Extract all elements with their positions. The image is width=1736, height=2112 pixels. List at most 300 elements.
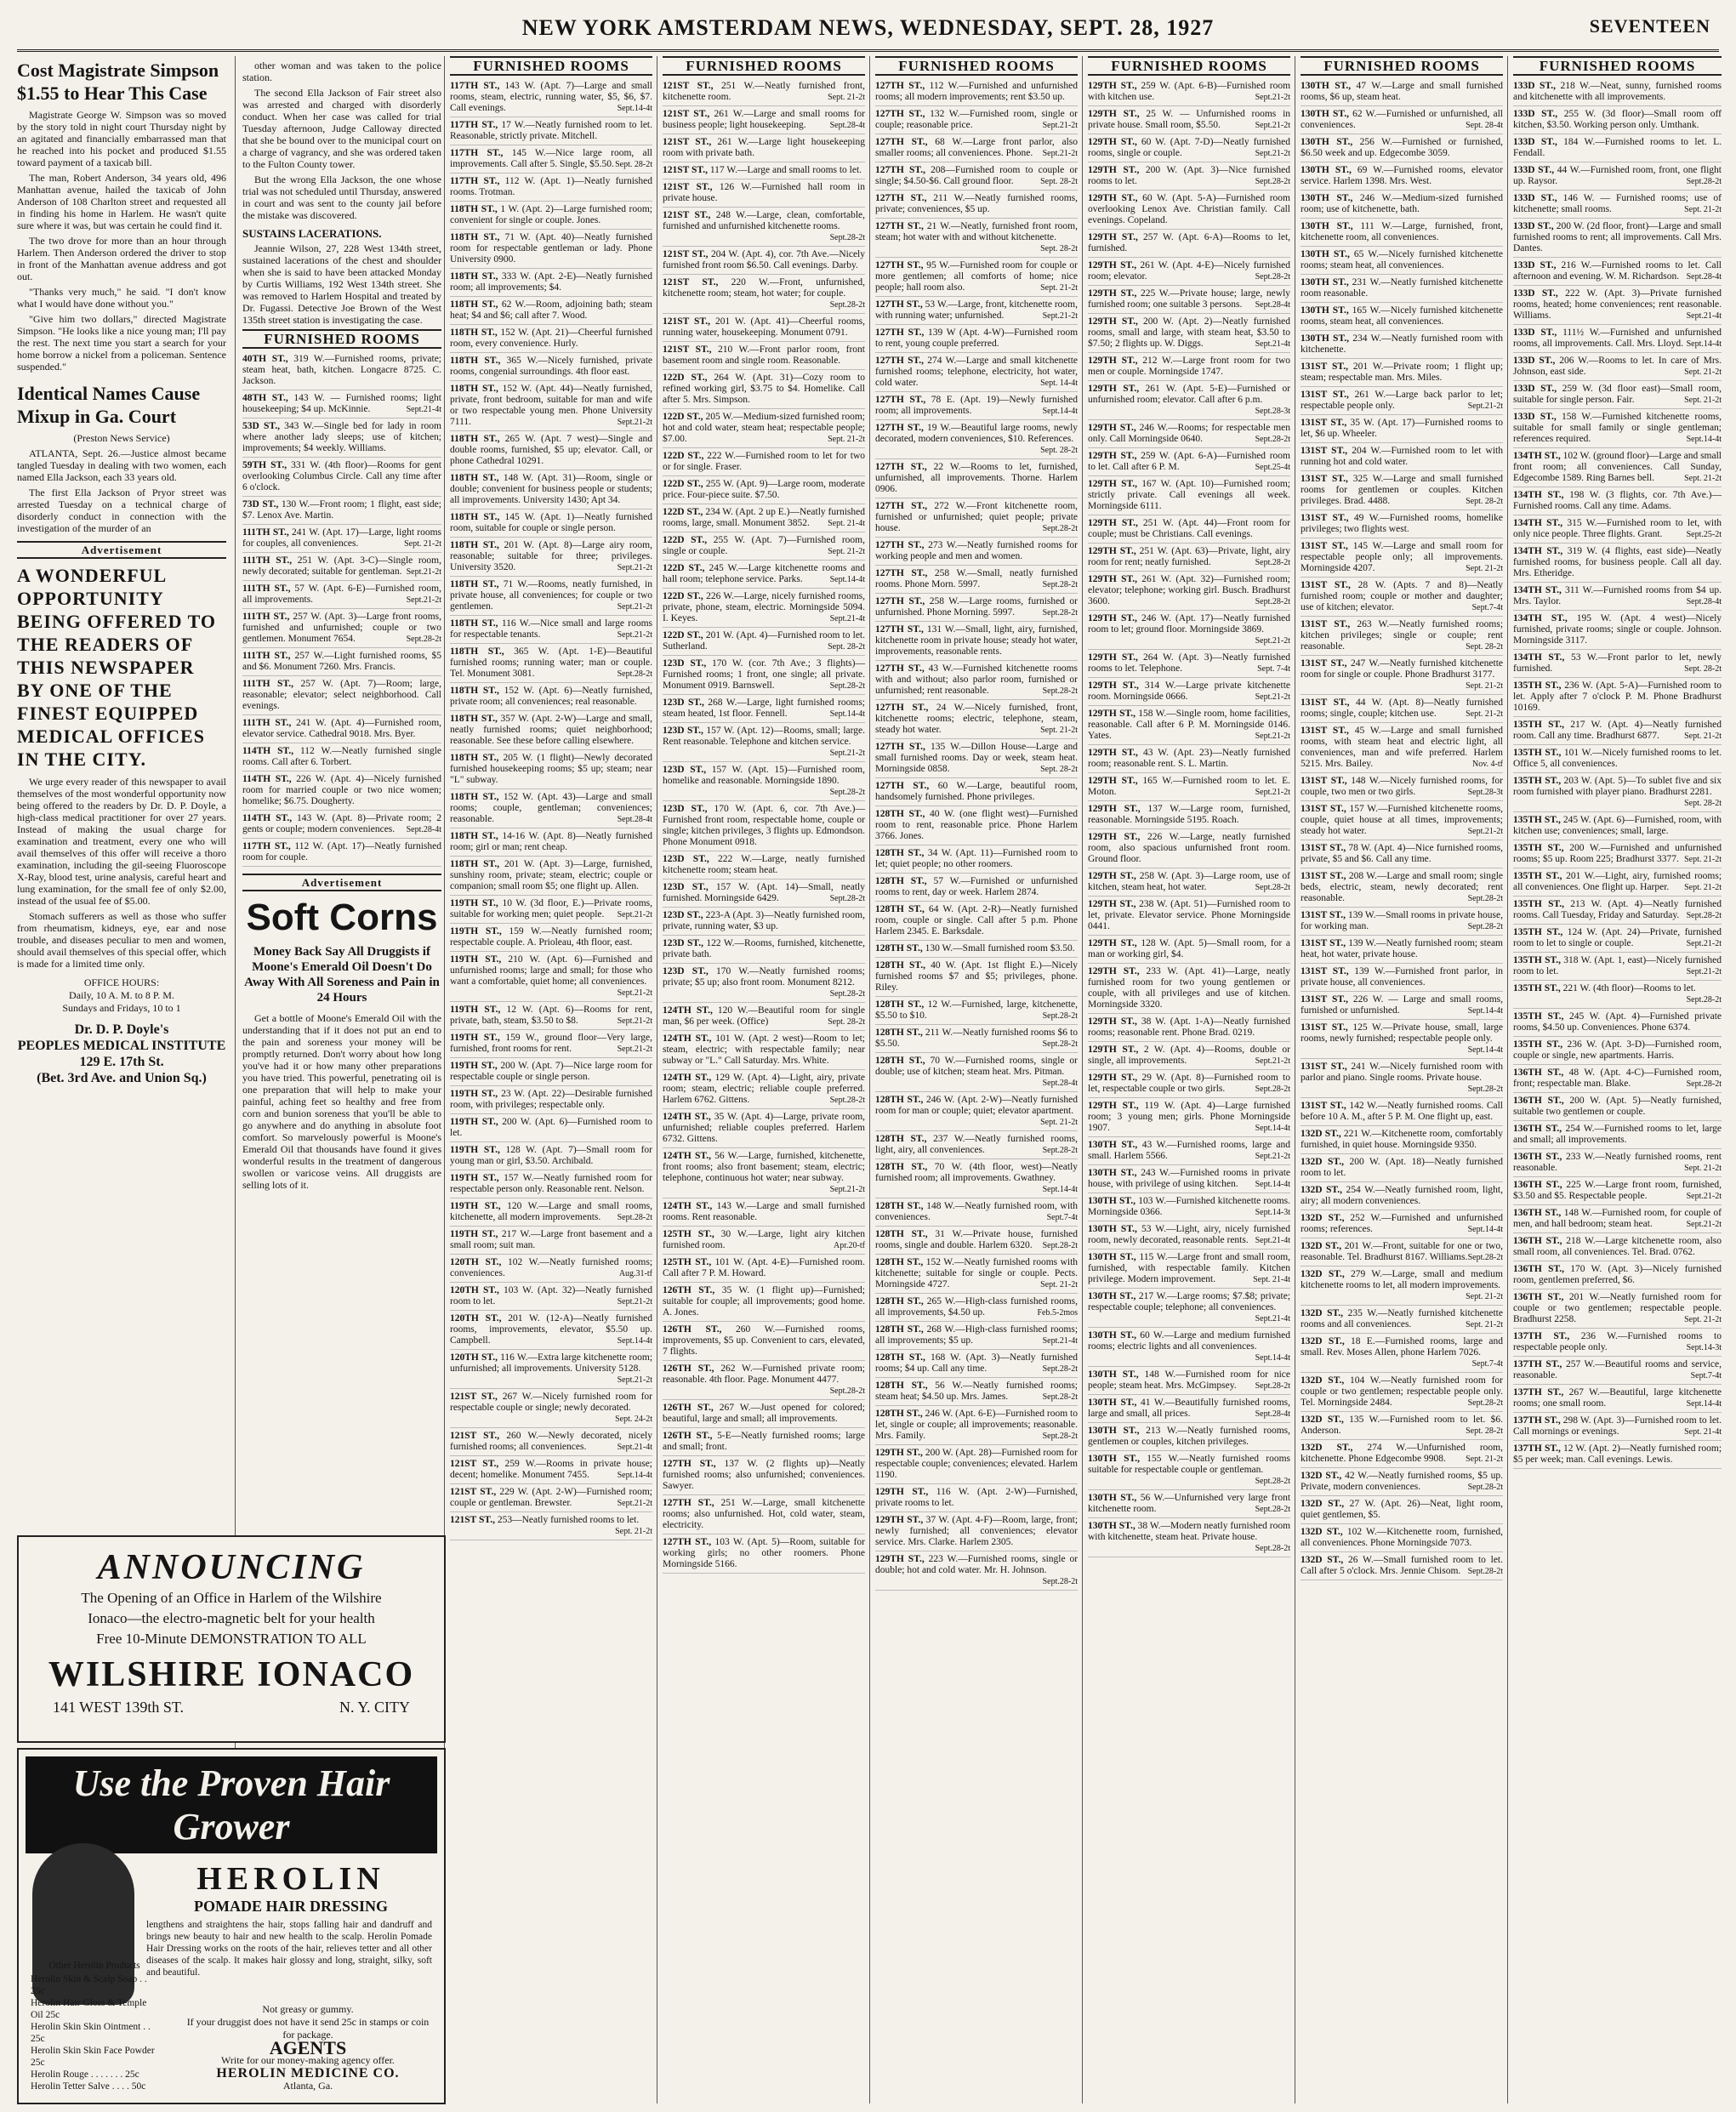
classified-ad <box>450 1285 652 1311</box>
ad-street: 118TH ST., <box>450 473 499 483</box>
classified-ad <box>875 742 1078 778</box>
ad-text: 226 W. — Large and small rooms, furnished or unfurnished. <box>1301 994 1504 1016</box>
ad-street: 131ST ST., <box>1301 390 1349 400</box>
classified-ad <box>1513 490 1722 515</box>
ad-text: 204 W. (Apt. 4), cor. 7th Ave.—Nicely furnished front room $6.50. Call evenings. Darby. <box>663 249 865 270</box>
ad-date: Sept. 24-2t <box>615 1415 652 1424</box>
ad-street: 135TH ST., <box>1513 748 1562 758</box>
ad-street: 132D ST., <box>1301 1527 1343 1537</box>
ad-street: 127TH ST., <box>875 540 925 550</box>
ad-text: 257 W.—Beautiful rooms and service, reasonable. <box>1513 1359 1722 1380</box>
ad-street: 124TH ST., <box>663 1005 713 1016</box>
classified-ad <box>663 277 865 314</box>
ad-text: 146 W. — Furnished rooms; use of kitchenette; small rooms. <box>1513 193 1722 214</box>
ad-date: Sept. 21-2t <box>615 1527 652 1536</box>
ad-text: 170 W. (Apt. 6, cor. 7th Ave.)—Furnished front room, respectable home, couple or single; kitchen privileges, 3 flights up. Edmondson. Phone Monument 0918. <box>663 804 865 847</box>
ad-text: 246 W. (Apt. 6-E)—Furnished room to let, single or couple; all improvements; reasonable. Mrs. Family. <box>875 1409 1078 1441</box>
ad-date: Sept.28-2t <box>1255 558 1290 567</box>
ad-date: Sept. 21-2t <box>1684 855 1722 864</box>
classified-ad <box>1301 910 1503 936</box>
classified-ad <box>663 1005 865 1031</box>
ad-date: Sept.21-2t <box>617 1499 652 1508</box>
classified-ad <box>875 1056 1078 1092</box>
classified-ad <box>1088 1426 1290 1451</box>
ad-street: 128TH ST., <box>875 876 927 886</box>
ad-street: 122D ST., <box>663 507 703 517</box>
classified-list <box>663 81 865 1574</box>
classified-ad <box>1513 652 1722 678</box>
ad-text: 22 W.—Rooms to let, furnished, unfurnished, all improvements. Thorne. Harlem 0906. <box>875 462 1079 494</box>
ad-text: 267 W.—Just opened for colored; beautiful, large and small; all improvements. <box>663 1403 866 1424</box>
ad-street: 121ST ST., <box>663 316 710 327</box>
doyle-office-hours: OFFICE HOURS: Daily, 10 A. M. to 8 P. M. Sundays and Fridays, 10 to 1 <box>62 976 181 1014</box>
classified-ad <box>450 512 652 538</box>
ad-street: 121ST ST., <box>663 344 712 355</box>
product-item: Herolin Skin & Scalp Soap . . 25c <box>31 1974 147 1996</box>
classified-ad <box>663 373 865 409</box>
classified-ad <box>1301 390 1503 415</box>
ad-text: 47 W.—Large and small furnished rooms, $6 up, steam heat. <box>1301 81 1503 102</box>
ad-text: 126 W.—Furnished hall room in private house. <box>663 182 865 203</box>
classified-ad <box>450 384 652 431</box>
ad-text: 259 W. (3d floor east)—Small room, suitable for single person. Fair. <box>1513 384 1722 405</box>
ad-text: 53 W.—Large, front, kitchenette room, with running water; unfurnished. <box>875 299 1079 321</box>
ad-street: 127TH ST., <box>875 423 924 433</box>
ad-street: 118TH ST., <box>450 753 499 763</box>
wilshire-ionaco-ad <box>17 1535 446 1743</box>
classified-ad <box>663 1201 865 1227</box>
classified-ad <box>1301 277 1503 303</box>
classified-ad <box>242 679 441 715</box>
ad-text: 251 W. (Apt. 3-C)—Single room, newly decorated; suitable for gentleman. <box>242 555 441 577</box>
ad-text: 130 W.—Small furnished room $3.50. <box>925 943 1075 954</box>
ad-street: 121ST ST., <box>663 81 714 91</box>
ad-text: 251 W. (Apt. 44)—Front room for couple; must be Christians. Call evenings. <box>1088 518 1291 539</box>
herolin-agents-block: Not greasy or gummy. If your druggist does not have it send 25c in stamps or coin for package. AGENTS Write for our money-making agency offer. HEROLIN MEDICINE CO. Atlanta, Ga. <box>186 2003 430 2092</box>
classified-ad <box>1513 927 1722 953</box>
ad-text: 157 W.—Neatly furnished room for respectable person only. Reasonable rent. Nelson. <box>450 1173 652 1194</box>
ad-text: 143 W. (Apt. 7)—Large and small rooms, steam, electric, running water, $5, $6, $7. Call evenings. <box>450 81 653 113</box>
ad-street: 134TH ST., <box>1513 546 1563 556</box>
ad-street: 129TH ST., <box>1088 1016 1137 1027</box>
ad-street: 136TH ST., <box>1513 1096 1564 1106</box>
classified-ad <box>1088 776 1290 801</box>
classified-ad <box>663 1073 865 1109</box>
ad-street: 132D ST., <box>1301 1157 1344 1167</box>
classified-ad <box>663 479 865 504</box>
classified-ad <box>1513 288 1722 325</box>
classified-ad <box>1088 613 1290 650</box>
ad-text: 264 W. (Apt. 3)—Neatly furnished rooms to let. Telephone. <box>1088 652 1291 674</box>
classified-ad <box>875 663 1078 700</box>
ad-date: Sept.14-4t <box>1686 435 1722 444</box>
ad-street: 125TH ST., <box>663 1229 714 1239</box>
ad-text: 57 W.—Furnished or unfurnished rooms to rent, day or week. Harlem 2874. <box>875 876 1079 897</box>
classified-column <box>1295 56 1508 2103</box>
classified-ad <box>1513 1208 1722 1233</box>
ad-date: Sept.28-2t <box>1255 272 1290 282</box>
soft-corns-subtitle: Money Back Say All Druggists if Moone's Emerald Oil Doesn't Do Away With All Soreness and Pain in 24 Hours <box>244 945 440 1005</box>
classified-ad <box>1301 193 1503 219</box>
ad-text: 139 W.—Small rooms in private house, for working man. <box>1301 910 1503 931</box>
ad-street: 121ST ST., <box>663 249 709 259</box>
ad-text: 145 W.—Nice large room, all improvements. Call after 5. Single, $5.50. <box>450 148 652 169</box>
ad-date: Sept.28-4t <box>406 825 441 834</box>
ad-text: 257 W. (Apt. 7)—Room; large, reasonable; elevator; select neighborhood. Call evenings. <box>242 679 441 711</box>
ad-line: The Opening of an Office in Harlem of the Wilshire <box>81 1590 382 1606</box>
ad-date: Sept.21-2t <box>617 1016 652 1026</box>
ad-date: Sept.28-2t <box>1467 894 1503 903</box>
ad-date: Sept.21-4t <box>1042 1336 1078 1346</box>
classified-ad <box>1301 1269 1503 1306</box>
ad-text: 40 W. (Apt. 1st flight E.)—Nicely furnished rooms $7 and $5; privileges, phone. Riley. <box>875 960 1079 993</box>
classified-ad <box>1088 546 1290 572</box>
ad-text: 12 W.—Furnished, large, kitchenette, $5.50 to $10. <box>875 999 1078 1021</box>
classified-ad <box>875 356 1078 392</box>
classified-ad <box>450 299 652 325</box>
ad-date: Sept.28-3t <box>1467 788 1503 797</box>
section-heading: FURNISHED ROOMS <box>450 56 652 76</box>
ad-street: 130TH ST., <box>1088 1398 1137 1408</box>
masthead <box>17 12 1719 52</box>
article-paragraph: The two drove for more than an hour through Harlem. Then Anderson ordered the driver to stop in front of the Manhattan avenue address and got out. <box>17 235 226 282</box>
ad-street: 118TH ST., <box>450 384 498 394</box>
ad-street: 121ST ST., <box>450 1487 497 1497</box>
ad-text: 254 W.—Neatly furnished room, light, airy; all modern conveniences. <box>1301 1185 1503 1206</box>
ad-text: 159 W., ground floor—Very large, furnished, front rooms for rent. <box>450 1033 653 1054</box>
classified-ad <box>663 1459 865 1495</box>
ad-street: 119TH ST., <box>450 1201 501 1211</box>
ad-street: 136TH ST., <box>1513 1208 1562 1218</box>
ad-date: Sept.28-2t <box>1042 1146 1078 1155</box>
classified-ad <box>1513 585 1722 611</box>
ad-street: 118TH ST., <box>450 831 498 841</box>
ad-street: 126TH ST., <box>663 1363 714 1374</box>
ad-text: 129 W. (Apt. 4)—Light, airy, private room; steam, electric; reliable couple preferred. Harlem 6762. Gittens. <box>663 1073 866 1105</box>
ad-street: 118TH ST., <box>450 579 499 589</box>
ad-text: 1 W. (Apt. 2)—Large furnished room; convenient for single or couple. Jones. <box>450 204 652 225</box>
article-paragraph: Jeannie Wilson, 27, 228 West 134th street, sustained lacerations of the chest and shoulder when she is said to have been attacked Monday by Curtis Williams, 192 West 134th street. She was removed to Harlem Hospital and treated by Dr. Fugassi. Detective Joe Brown of the West 135th street station is investigating the case. <box>242 242 441 326</box>
ad-street: 135TH ST., <box>1513 1039 1563 1050</box>
article-paragraph: "Thanks very much," he said. "I don't know what I would have done without you." <box>17 286 226 310</box>
ad-street: 135TH ST., <box>1513 1011 1564 1022</box>
ad-date: Sept.21-2t <box>617 1297 652 1306</box>
ad-text: 65 W.—Nicely furnished kitchenette rooms; steam heat, all conveniences. <box>1301 249 1503 270</box>
doyle-ad-body: We urge every reader of this newspaper to avail themselves of the most wonderful opportunity now being offered to the readers by Dr. D. P. Doyle, a high-class medical practitioner for over 27 years. Instead of making the usual charge for examination and treatment, every one who will avail themselves of this offer will receive a thoro examination, including the gil-seeing Fluoroscope X-Ray, blood test, urine analysis, careful heart and lung examination, for the small fee of only $2.00, instead of the usual fee of $5.00. <box>17 776 226 907</box>
ad-text: 60 W. (Apt. 7-D)—Neatly furnished rooms, single or couple. <box>1088 137 1291 158</box>
ad-street: 111TH ST., <box>242 527 289 538</box>
ad-text: 217 W.—Large rooms; $7.$8; private; respectable couple; telephone; all conveniences. <box>1088 1291 1291 1312</box>
ad-text: 130 W.—Front room; 1 flight, east side; $7. Lenox Ave. Martin. <box>242 499 441 521</box>
ad-date: Sept.14-4t <box>829 575 865 584</box>
ad-text: 257 W.—Light furnished rooms, $5 and $6. Monument 7260. Mrs. Francis. <box>242 651 441 672</box>
ad-text: 201 W.—Neatly furnished room for couple or two gentlemen; respectable people. Bradhurst 2258. <box>1513 1292 1722 1324</box>
ad-street: 127TH ST., <box>875 81 925 91</box>
classified-ad <box>663 854 865 880</box>
ad-street: 127TH ST., <box>875 356 925 366</box>
ad-date: Sept.7-4t <box>1690 1371 1722 1380</box>
ad-street: 111TH ST., <box>242 718 292 728</box>
ad-text: 258 W.—Small, neatly furnished rooms. Phone Morn. 5997. <box>875 568 1079 589</box>
classified-ad <box>1301 1062 1503 1098</box>
classified-ad <box>1513 546 1722 583</box>
ad-street: 128TH ST., <box>875 1095 924 1105</box>
article-headline: Identical Names Cause <box>17 383 201 404</box>
ad-text: 137 W.—Large room, furnished, reasonable. Morningside 5195. Roach. <box>1088 804 1291 825</box>
ad-text: 116 W.—Nice small and large rooms for respectable tenants. <box>450 618 652 640</box>
ad-text: 12 W. (Apt. 2)—Neatly furnished room; $5 per week; man. Call evenings. Lewis. <box>1513 1443 1722 1465</box>
ad-text: 95 W.—Furnished room for couple or more gentlemen; all comforts of home; nice people; hall room also. <box>875 260 1079 293</box>
classified-ad <box>450 954 652 1002</box>
ad-text: 315 W.—Furnished room to let, with only nice people. Three flights. Grant. <box>1513 518 1722 539</box>
classified-ad <box>1513 1443 1722 1469</box>
ad-date: Sept.21-2t <box>1255 121 1290 130</box>
ad-street: 121ST ST., <box>450 1392 498 1402</box>
classified-ad <box>1088 1045 1290 1070</box>
ad-date: Sept. 21-2t <box>1684 367 1722 377</box>
classified-ad <box>875 1201 1078 1227</box>
ad-text: 157 W. (Apt. 14)—Small, neatly furnished. Morningside 6429. <box>663 882 866 903</box>
ad-date: Sept.7-4t <box>1471 603 1503 612</box>
ad-text: 318 W. (Apt. 1, east)—Nicely furnished room to let. <box>1513 955 1722 976</box>
classified-ad <box>1513 1096 1722 1121</box>
newspaper-dateline: NEW YORK AMSTERDAM NEWS, WEDNESDAY, SEPT. 28, 1927 <box>521 15 1215 40</box>
ad-street: 131ST ST., <box>1301 474 1348 484</box>
ad-street: 122D ST., <box>663 591 703 601</box>
ad-street: 129TH ST., <box>1088 232 1138 242</box>
classified-ad <box>663 344 865 370</box>
ad-text: 56 W.—Unfurnished very large front kitchenette room. <box>1088 1493 1291 1514</box>
ad-street: 129TH ST., <box>1088 260 1137 270</box>
ad-text: 333 W. (Apt. 2-E)—Neatly furnished room; all improvements; $4. <box>450 271 652 293</box>
classified-ad <box>450 686 652 711</box>
classified-ad <box>1513 720 1722 745</box>
ad-date: Sept.28-2t <box>1467 1483 1503 1492</box>
classified-ad <box>663 1229 865 1255</box>
ad-date: Sept.28-2t <box>1042 1241 1078 1250</box>
classified-ad <box>1513 165 1722 191</box>
classified-ad <box>1088 748 1290 773</box>
ad-text: 225 W.—Private house; large, newly furnished room; one suitable 3 persons. <box>1088 288 1291 310</box>
ad-date: Sept. 28-2t <box>1040 177 1078 186</box>
ad-text: 255 W. (Apt. 7)—Furnished room, single or couple. <box>663 535 865 556</box>
ad-date: Sept.21-2t <box>406 595 441 605</box>
ad-text: 365 W.—Nicely furnished, private rooms, congenial surroundings. 4th floor east. <box>450 356 653 377</box>
ad-street: 129TH ST., <box>1088 451 1137 461</box>
ad-text: 212 W.—Large front room for two men or couple. Morningside 1747. <box>1088 356 1291 377</box>
ad-date: Sept.14-4t <box>1255 1353 1290 1363</box>
ad-street: 129TH ST., <box>1088 288 1137 299</box>
ad-text: 143 W.—Large and small furnished rooms. Rent reasonable. <box>663 1201 866 1222</box>
classified-ad <box>875 960 1078 997</box>
ad-date: Sept. 21-2t <box>1466 709 1503 719</box>
ad-text: 221 W.—Kitchenette room, comfortably furnished, in quiet house. Morningside 9350. <box>1301 1129 1503 1150</box>
ad-text: 222 W.—Large, neatly furnished kitchenette room; steam heat. <box>663 854 865 875</box>
ad-text: 258 W. (Apt. 3)—Large room, use of kitchen, steam heat, hot water. <box>1088 871 1290 892</box>
classified-ad <box>1301 994 1503 1020</box>
classified-ad <box>450 327 652 353</box>
ad-date: Sept.28-2t <box>1686 911 1722 920</box>
ad-text: 145 W. (Apt. 1)—Neatly furnished room, suitable for couple or single person. <box>450 512 653 533</box>
ad-street: 133D ST., <box>1513 327 1557 338</box>
classified-ad <box>663 249 865 275</box>
classified-ad <box>450 618 652 644</box>
section-heading: FURNISHED ROOMS <box>1513 56 1722 76</box>
ad-text: 223-A (Apt. 3)—Neatly furnished room, private, running water, $3 up. <box>663 910 865 931</box>
classified-ad <box>450 1145 652 1170</box>
classified-ad <box>1088 232 1290 258</box>
classified-ad <box>1513 1331 1722 1357</box>
ad-date: Sept.28-2t <box>617 669 652 679</box>
classified-ad <box>875 193 1078 219</box>
ad-date: Sept. 21-2t <box>1466 564 1503 573</box>
ad-street: 114TH ST., <box>242 774 292 784</box>
ad-street: 124TH ST., <box>663 1073 712 1083</box>
ad-date: Sept.21-4t <box>829 614 865 623</box>
ad-street: 124TH ST., <box>663 1201 713 1211</box>
ad-date: Sept.21-2t <box>1255 788 1290 797</box>
ad-date: Sept. 21-2t <box>1684 474 1722 483</box>
ad-text: 60 W. (Apt. 5-A)—Furnished room overlooking Lenox Ave. Christian family. Call evenings. Copeland. <box>1088 193 1290 225</box>
ad-text: 23 W. (Apt. 22)—Desirable furnished room, with privileges; respectable only. <box>450 1089 653 1110</box>
ad-street: 127TH ST., <box>875 596 925 606</box>
classified-ad <box>1301 221 1503 247</box>
classified-ad <box>1301 1443 1503 1468</box>
classified-ad <box>1301 249 1503 275</box>
classified-ad <box>1088 832 1290 868</box>
ad-text: 261 W. (Apt. 32)—Furnished room; elevator; telephone; working girl. Busch. Bradhurst 3600. <box>1088 574 1290 606</box>
ad-date: Sept.21-2t <box>1255 93 1290 102</box>
ad-street: 131ST ST., <box>1301 513 1349 523</box>
classified-ad <box>450 1005 652 1030</box>
ad-text: 135 W.—Dillon House—Large and small furnished rooms. Day or week, steam heat. Morningside 0858. <box>875 742 1078 774</box>
classified-ad <box>1088 109 1290 134</box>
ad-brand: WILSHIRE IONACO <box>48 1655 415 1694</box>
ad-text: 261 W.—Large back parlor to let; respectable people only. <box>1301 390 1503 411</box>
ad-street: 128TH ST., <box>875 1380 928 1391</box>
ad-street: 128TH ST., <box>875 1229 928 1239</box>
ad-text: 128 W. (Apt. 5)—Small room, for a man or working girl, $4. <box>1088 938 1291 959</box>
ad-date: Sept.21-2t <box>1042 121 1078 130</box>
ad-street: 111TH ST., <box>242 612 290 622</box>
ad-street: 129TH ST., <box>1088 680 1139 691</box>
classified-ad <box>875 1257 1078 1294</box>
ad-street: 130TH ST., <box>1301 165 1352 175</box>
ad-text: 62 W.—Room, adjoining bath; steam heat; $4 and $6; call after 7. Wood. <box>450 299 653 321</box>
classified-ad <box>663 316 865 342</box>
ad-street: 122D ST., <box>663 535 708 545</box>
ad-date: Apr.20-tf <box>834 1241 865 1250</box>
classified-list <box>450 81 652 1540</box>
classified-ad <box>1088 518 1290 544</box>
ad-text: 148 W. (Apt. 31)—Room, single or double; convenient for business people or students; all improvements. University 1430; Apt 34. <box>450 473 652 505</box>
ad-text: 157 W.—Furnished kitchenette rooms, couple, quiet house at all times, improvements; steady hot water. <box>1301 804 1503 836</box>
ad-text: 102 W.—Neatly furnished rooms; conveniences. <box>450 1257 653 1278</box>
ad-text: 211 W.—Neatly furnished rooms $6 to $5.50. <box>875 1028 1078 1049</box>
ad-street: 120TH ST., <box>450 1313 502 1324</box>
ad-text: 62 W.—Furnished or unfurnished, all conveniences. <box>1301 109 1503 130</box>
classified-ad <box>1513 518 1722 544</box>
classified-ad <box>1301 697 1503 723</box>
classified-ad <box>1513 221 1722 258</box>
ad-text: 253—Neatly furnished rooms to let. <box>497 1515 640 1525</box>
ad-date: Sept. 28-2t <box>1040 244 1078 253</box>
classified-ad <box>663 658 865 695</box>
ad-text: 255 W. (3d floor)—Small room off kitchen, $3.50. Working person only. Umthank. <box>1513 109 1722 130</box>
ad-text: 53 W.—Front parlor to let, newly furnished. <box>1513 652 1722 674</box>
ad-text: 195 W. (Apt. 4 west)—Nicely furnished, private rooms; single or couple. Johnson. Morningside 3117. <box>1513 613 1722 646</box>
page-number: SEVENTEEN <box>1589 15 1710 37</box>
ad-date: Sept. 28-2t <box>828 642 865 652</box>
ad-text: 102 W. (ground floor)—Large and small front room; all conveniences. Call Sunday, Edgecombe 1589. Ring Barnes bell. <box>1513 451 1722 483</box>
classified-ad <box>450 434 652 470</box>
classified-ad <box>450 1431 652 1456</box>
classified-ad <box>875 809 1078 845</box>
ad-text: 168 W. (Apt. 3)—Neatly furnished rooms; $4 up. Call any time. <box>875 1352 1079 1374</box>
ad-date: Sept. 28-2t <box>828 1017 865 1027</box>
ad-street: 131ST ST., <box>1301 446 1348 456</box>
ad-text: 274 W.—Large and small kitchenette furnished rooms; telephone, electricity, hot water, cold water. <box>875 356 1079 388</box>
ad-text: 142 W.—Neatly furnished rooms. Call before 10 A. M., after 5 P. M. One flight up, east. <box>1301 1101 1504 1122</box>
ad-street: 119TH ST., <box>450 898 498 908</box>
classified-ad <box>875 1134 1078 1159</box>
classified-ad <box>1301 361 1503 387</box>
product-item: Herolin Skin Skin Ointment . . 25c <box>31 2022 151 2044</box>
classified-ad <box>663 412 865 448</box>
ad-text: 259 W.—Rooms in private house; decent; homelike. Monument 7455. <box>450 1459 652 1480</box>
ad-date: Sept.28-2t <box>1255 177 1290 186</box>
ad-text: 279 W.—Large, small and medium kitchenette rooms to let, all modern improvements. <box>1301 1269 1503 1290</box>
classified-ad <box>1513 1387 1722 1413</box>
classified-ad <box>875 596 1078 622</box>
ad-text: 233 W. (Apt. 41)—Large, neatly furnished room for two young gentlemen or couple, with all privileges and use of kitchen. Morningside 3320. <box>1088 966 1291 1010</box>
ad-street: 137TH ST., <box>1513 1359 1562 1369</box>
ad-street: 118TH ST., <box>450 646 504 657</box>
classified-ad <box>875 327 1078 353</box>
ad-street: 131ST ST., <box>1301 1101 1346 1111</box>
ad-street: 130TH ST., <box>1088 1291 1136 1301</box>
ad-date: Sept.28-2t <box>1042 686 1078 696</box>
ad-street: 135TH ST., <box>1513 776 1562 786</box>
ad-street: 119TH ST., <box>450 1229 498 1239</box>
article-headline: Cost Magistrate Simpson <box>17 60 219 81</box>
ad-street: 133D ST., <box>1513 165 1555 175</box>
ad-text: 125 W.—Private house, small, large rooms, newly furnished; respectable people only. <box>1301 1022 1504 1044</box>
ad-street: 129TH ST., <box>1088 546 1136 556</box>
ad-street: 111TH ST., <box>242 651 291 661</box>
ad-text: 261 W.—Large and small rooms for business people; light housekeeping. <box>663 109 865 130</box>
ad-date: Sept.28-2t <box>1467 1398 1503 1408</box>
ad-date: Sept.28-2t <box>1686 995 1722 1005</box>
ad-text: 311 W.—Furnished rooms from $4 up. Mrs. Taylor. <box>1513 585 1722 606</box>
classified-ad <box>1301 1308 1503 1334</box>
herolin-ad <box>17 1748 446 2104</box>
classified-ad <box>875 1296 1078 1322</box>
article-paragraph: The second Ella Jackson of Fair street also was arrested and charged with disorderly conduct. When her case was called for trial Tuesday afternoon, Judge Calloway directed that she be bound over to the municipal court on a charge of vagrancy, and she was ordered taken to the Fulton County tower. <box>242 87 441 170</box>
herolin-products: Other Herolin Products Herolin Skin & Scalp Soap . . 25c Herolin Hair Gloss & Temple Oil 25c Herolin Skin Skin Ointment . . 25c Herolin Skin Skin Face Powder 25c Herolin Rouge . . . . . . . 25c Herolin Tetter Salve . . . . 50c <box>31 1960 158 2092</box>
classified-ad <box>1088 1521 1290 1557</box>
classified-ad <box>1088 137 1290 162</box>
ad-date: Sept.28-2t <box>1042 1392 1078 1402</box>
ad-text: 226 W. (Apt. 4)—Nicely furnished room for married couple or two nice women; homelike; $6.75. Dougherty. <box>242 774 441 806</box>
classified-ad <box>1088 1493 1290 1518</box>
ad-date: Sept.21-2t <box>1686 1192 1722 1201</box>
classified-ad <box>875 1095 1078 1131</box>
ad-text: 120 W.—Beautiful room for single man, $6 per week. (Office) <box>663 1005 865 1027</box>
ad-text: 236 W.—Furnished rooms to respectable people only. <box>1513 1331 1722 1352</box>
classified-ad <box>1088 1168 1290 1193</box>
classified-ad <box>1513 1292 1722 1329</box>
